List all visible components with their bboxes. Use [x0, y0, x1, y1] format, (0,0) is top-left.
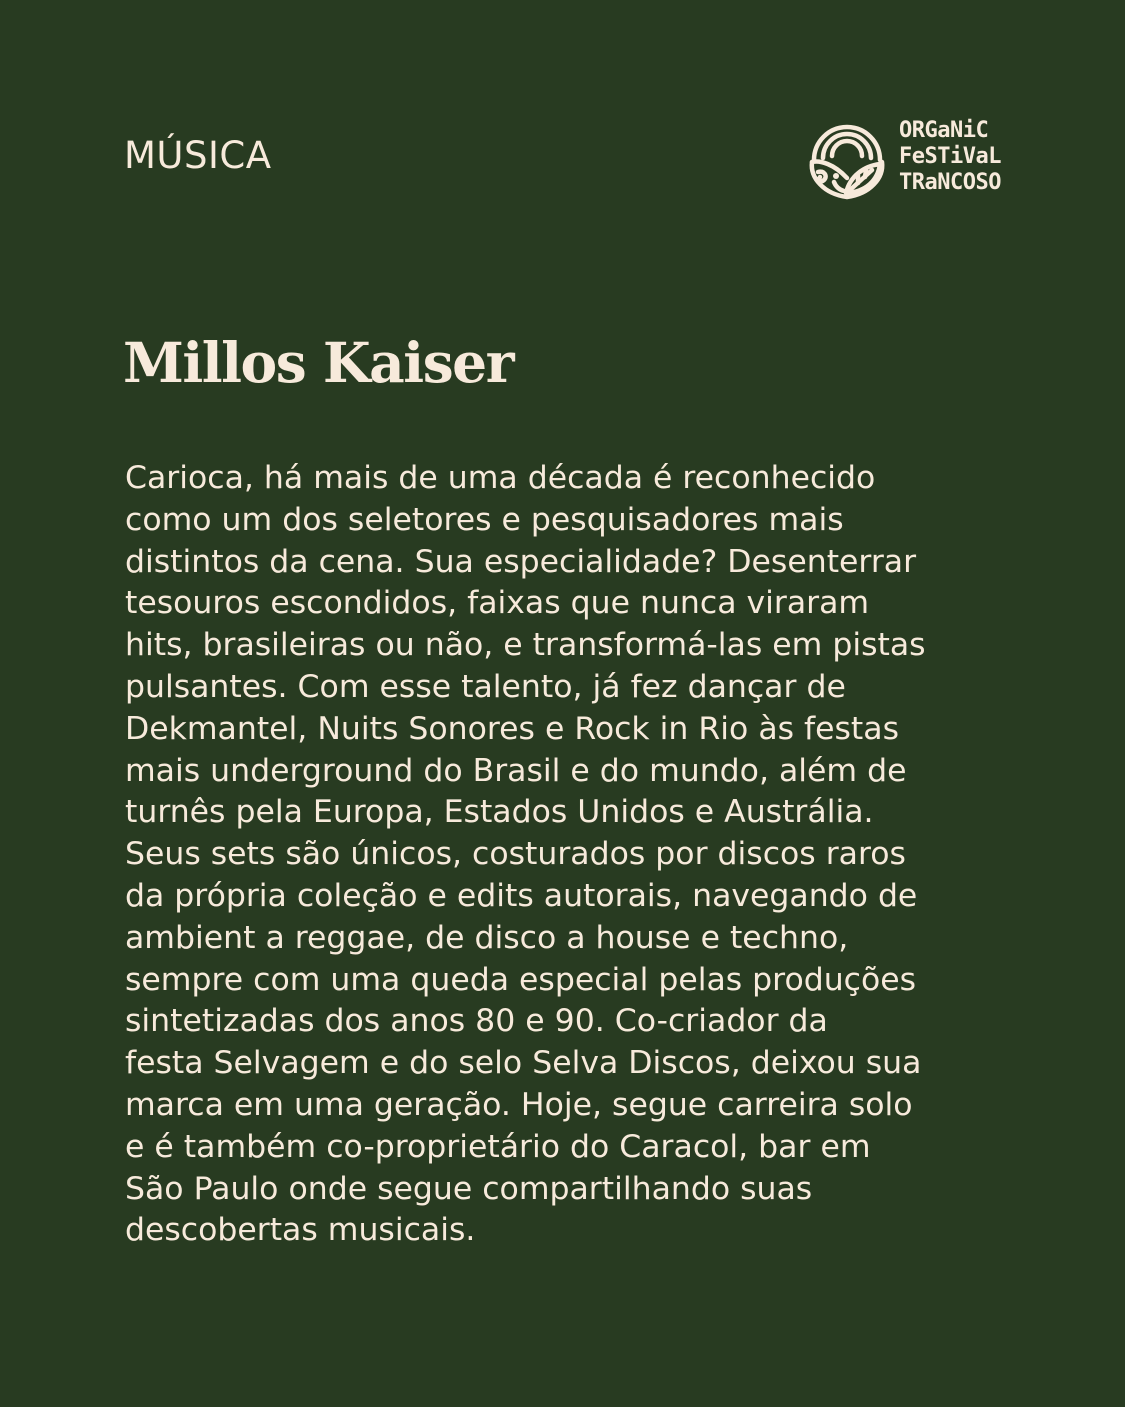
section-category: MÚSICA: [124, 134, 272, 177]
bio-line: Dekmantel, Nuits Sonores e Rock in Rio às festas: [125, 710, 899, 747]
artist-name: Millos Kaiser: [123, 330, 514, 395]
bio-line: Seus sets são únicos, costurados por discos raros: [125, 836, 906, 873]
bio-line: pulsantes. Com esse talento, já fez dançar de: [125, 668, 846, 705]
bio-line: marca em uma geração. Hoje, segue carreira solo: [125, 1086, 913, 1123]
bio-line: como um dos seletores e pesquisadores mais: [125, 501, 844, 538]
bio-line: da própria coleção e edits autorais, navegando de: [125, 877, 918, 914]
bio-line: São Paulo onde segue compartilhando suas: [125, 1170, 813, 1207]
bio-line: turnês pela Europa, Estados Unidos e Austrália.: [125, 794, 874, 831]
organic-festival-trancoso-logo: [806, 118, 1006, 202]
logo-line: TRaNCOSO: [899, 170, 1001, 195]
bio-line: festa Selvagem e do selo Selva Discos, deixou sua: [125, 1045, 922, 1082]
bio-line: distintos da cena. Sua especialidade? Desenterrar: [125, 543, 917, 580]
logo-line: ORGaNiC: [899, 118, 989, 143]
bio-line: tesouros escondidos, faixas que nunca viraram: [125, 585, 870, 622]
bio-line: mais underground do Brasil e do mundo, além de: [125, 752, 907, 789]
bio-line: descobertas musicais.: [125, 1212, 476, 1249]
logo-wordmark: [899, 118, 1001, 196]
organic-festival-leaf-sun-icon: [806, 120, 888, 200]
bio-line: Carioca, há mais de uma década é reconhecido: [125, 460, 876, 496]
logo-line: FeSTiVaL: [899, 144, 1001, 169]
bio-line: sempre com uma queda especial pelas produções: [125, 961, 917, 998]
bio-line: ambient a reggae, de disco a house e techno,: [125, 919, 849, 956]
bio-line: hits, brasileiras ou não, e transformá-las em pistas: [125, 627, 926, 664]
bio-line: e é também co-proprietário do Caracol, bar em: [125, 1128, 871, 1165]
artist-bio: [125, 458, 955, 1252]
bio-line: sintetizadas dos anos 80 e 90. Co-criador da: [125, 1003, 828, 1040]
